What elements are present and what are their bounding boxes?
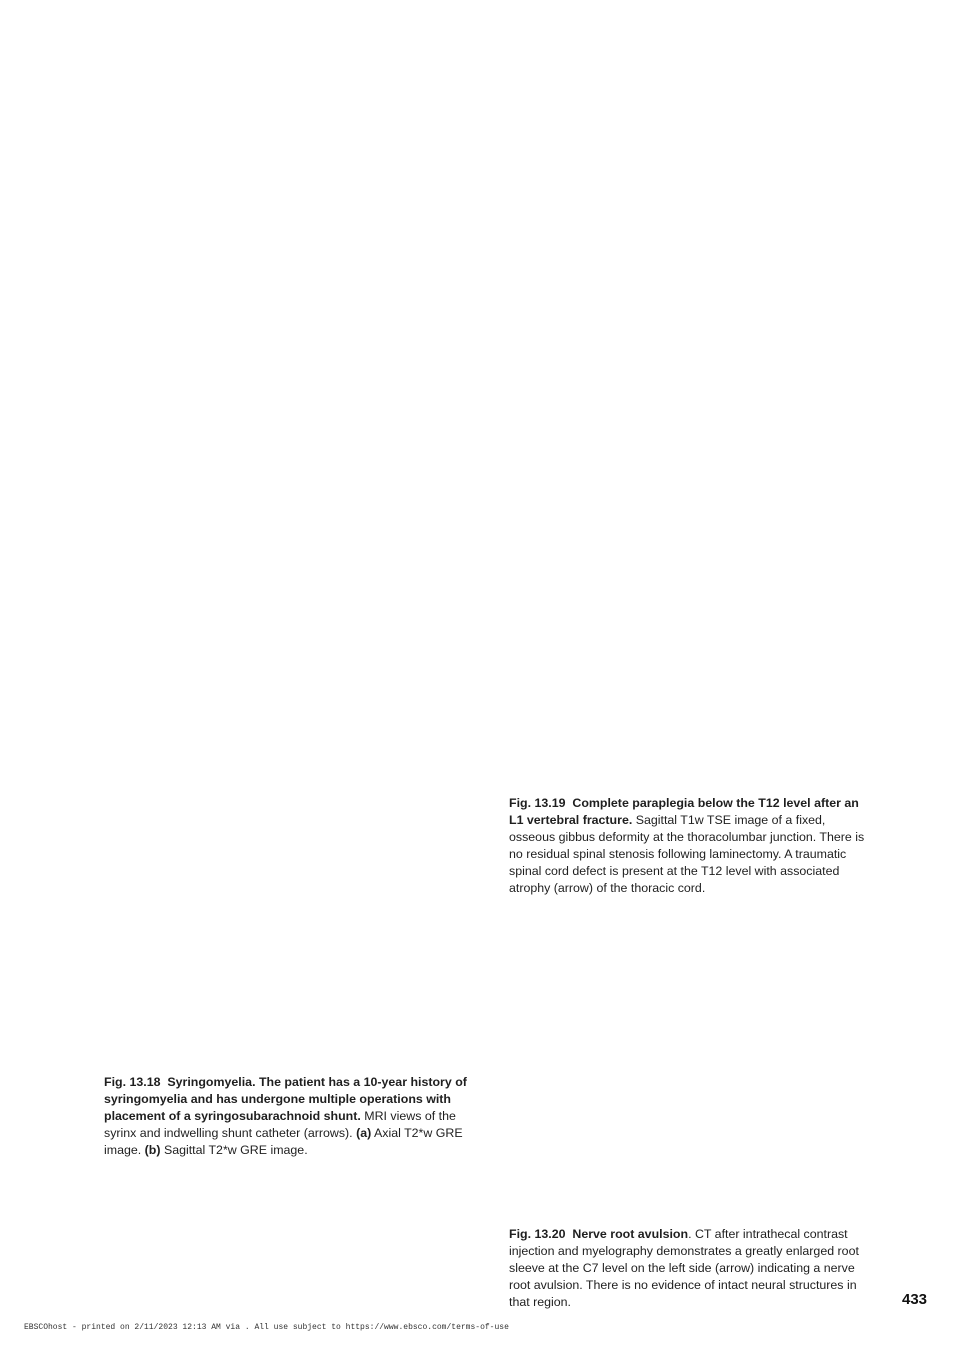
figure-caption-title: Syringomyelia. The patient has a 10-year history of syringomyelia and has undergone multiple operations with placement of a syringosubarachnoid shunt. xyxy=(104,1075,467,1123)
subfigure-b-label: (b) xyxy=(144,1143,161,1157)
figure-label: Fig. 13.19 xyxy=(509,796,566,810)
figure-caption-body: MRI views of the syrinx and indwelling shunt catheter (arrows). xyxy=(104,1109,456,1140)
figure-caption-title: Nerve root avulsion xyxy=(572,1227,689,1241)
figure-label: Fig. 13.20 xyxy=(509,1227,566,1241)
subfigure-b-text: Sagittal T2*w GRE image. xyxy=(163,1143,308,1157)
figure-caption-body: . CT after intrathecal contrast injection and myelography demonstrates a greatly enlarged root sleeve at the C7 level on the left side (arrow) indicating a nerve root avulsion. There is no evidence of intact neural structures in that region. xyxy=(509,1227,859,1309)
figure-caption-title: Complete paraplegia below the T12 level after an L1 vertebral fracture. xyxy=(509,796,859,827)
subfigure-a-text: Axial T2*w GRE image. xyxy=(104,1126,463,1157)
figure-caption-body: Sagittal T1w TSE image of a fixed, osseous gibbus deformity at the thoracolumbar junction. There is no residual spinal stenosis following laminectomy. A traumatic spinal cord defect is present at the T12 level with associated atrophy (arrow) of the thoracic cord. xyxy=(509,813,865,895)
figure-caption-13-20 xyxy=(509,1226,877,1311)
print-footer: EBSCOhost - printed on 2/11/2023 12:13 AM via . All use subject to https://www.ebsco.com/terms-of-use xyxy=(24,1323,509,1332)
page-number: 433 xyxy=(902,1291,928,1308)
figure-label: Fig. 13.18 xyxy=(104,1075,161,1089)
figure-caption-13-18 xyxy=(104,1074,469,1159)
subfigure-a-label: (a) xyxy=(356,1126,372,1140)
figure-caption-13-19 xyxy=(509,795,874,897)
